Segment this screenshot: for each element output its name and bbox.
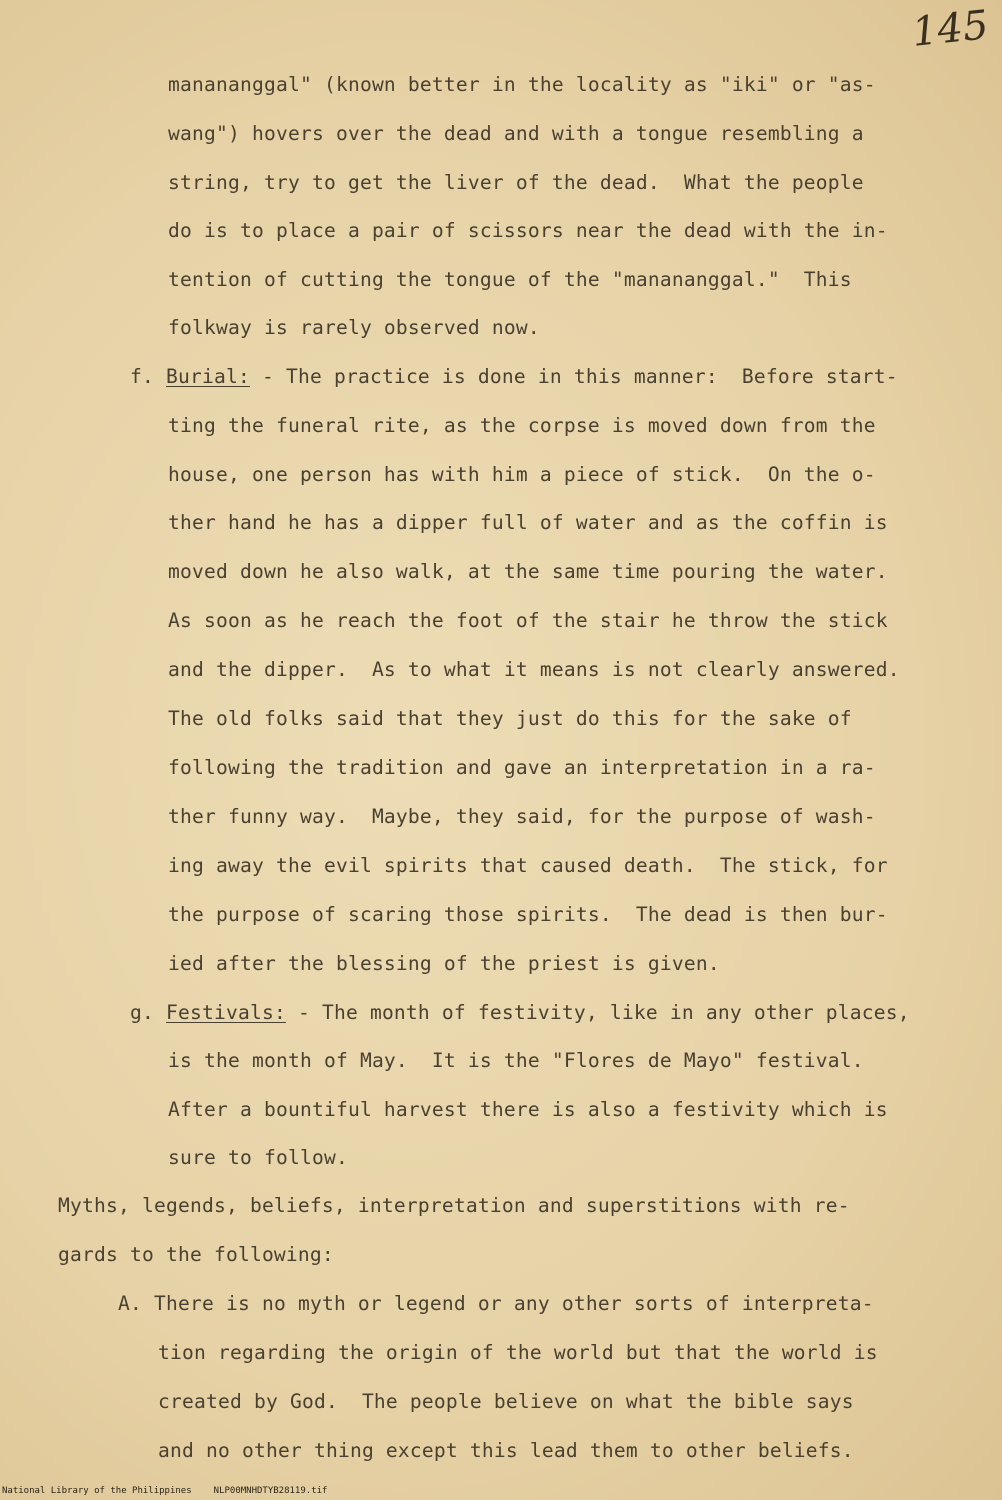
text-line: string, try to get the liver of the dead. What the people [168, 171, 864, 194]
text-line: manananggal" (known better in the locality as "iki" or "as- [168, 73, 876, 96]
text-line: After a bountiful harvest there is also a festivity which is [168, 1098, 888, 1121]
section-marker: g. [130, 1001, 154, 1024]
text-line: ther funny way. Maybe, they said, for the purpose of wash- [168, 805, 876, 828]
section-g-first-line [130, 1003, 910, 1023]
text-segment: There is no myth or legend or any other sorts of interpreta- [142, 1292, 874, 1315]
section-marker: A. [118, 1292, 142, 1315]
text-line: following the tradition and gave an interpretation in a ra- [168, 756, 876, 779]
text-line: tention of cutting the tongue of the "manananggal." This [168, 268, 852, 291]
text-segment: - The practice is done in this manner: Before start- [249, 365, 898, 388]
text-line: and the dipper. As to what it means is not clearly answered. [168, 658, 900, 681]
text-line: folkway is rarely observed now. [168, 316, 540, 339]
section-marker: f. [130, 365, 154, 388]
footer-file-id: NLP00MNHDTYB28119.tif [213, 1486, 328, 1496]
text-line: tion regarding the origin of the world but that the world is [158, 1341, 878, 1364]
text-line: is the month of May. It is the "Flores de Mayo" festival. [168, 1049, 864, 1072]
text-line: gards to the following: [58, 1243, 334, 1266]
text-line: created by God. The people believe on what the bible says [158, 1390, 854, 1413]
text-line: house, one person has with him a piece of stick. On the o- [168, 463, 876, 486]
page-number: 145 [909, 2, 991, 56]
text-line: moved down he also walk, at the same time pouring the water. [168, 560, 888, 583]
text-line: wang") hovers over the dead and with a tongue resembling a [168, 122, 864, 145]
text-line: do is to place a pair of scissors near the dead with the in- [168, 219, 888, 242]
section-f-first-line [130, 367, 898, 387]
text-line: The old folks said that they just do this for the sake of [168, 707, 852, 730]
footer-library: National Library of the Philippines [2, 1486, 192, 1496]
section-heading: Burial: [166, 365, 250, 388]
text-line: ther hand he has a dipper full of water and as the coffin is [168, 511, 888, 534]
text-line: ting the funeral rite, as the corpse is moved down from the [168, 414, 876, 437]
section-a-first-line [118, 1294, 874, 1314]
text-line: ied after the blessing of the priest is given. [168, 952, 720, 975]
text-line: Myths, legends, beliefs, interpretation and superstitions with re- [58, 1194, 850, 1217]
text-segment: - The month of festivity, like in any other places, [285, 1001, 910, 1024]
text-line: As soon as he reach the foot of the stair he throw the stick [168, 609, 888, 632]
text-line: and no other thing except this lead them to other beliefs. [158, 1439, 854, 1462]
text-line: ing away the evil spirits that caused death. The stick, for [168, 854, 888, 877]
text-line: the purpose of scaring those spirits. The dead is then bur- [168, 903, 888, 926]
text-line: sure to follow. [168, 1146, 348, 1169]
footer [2, 1486, 349, 1496]
section-heading: Festivals: [166, 1001, 286, 1024]
